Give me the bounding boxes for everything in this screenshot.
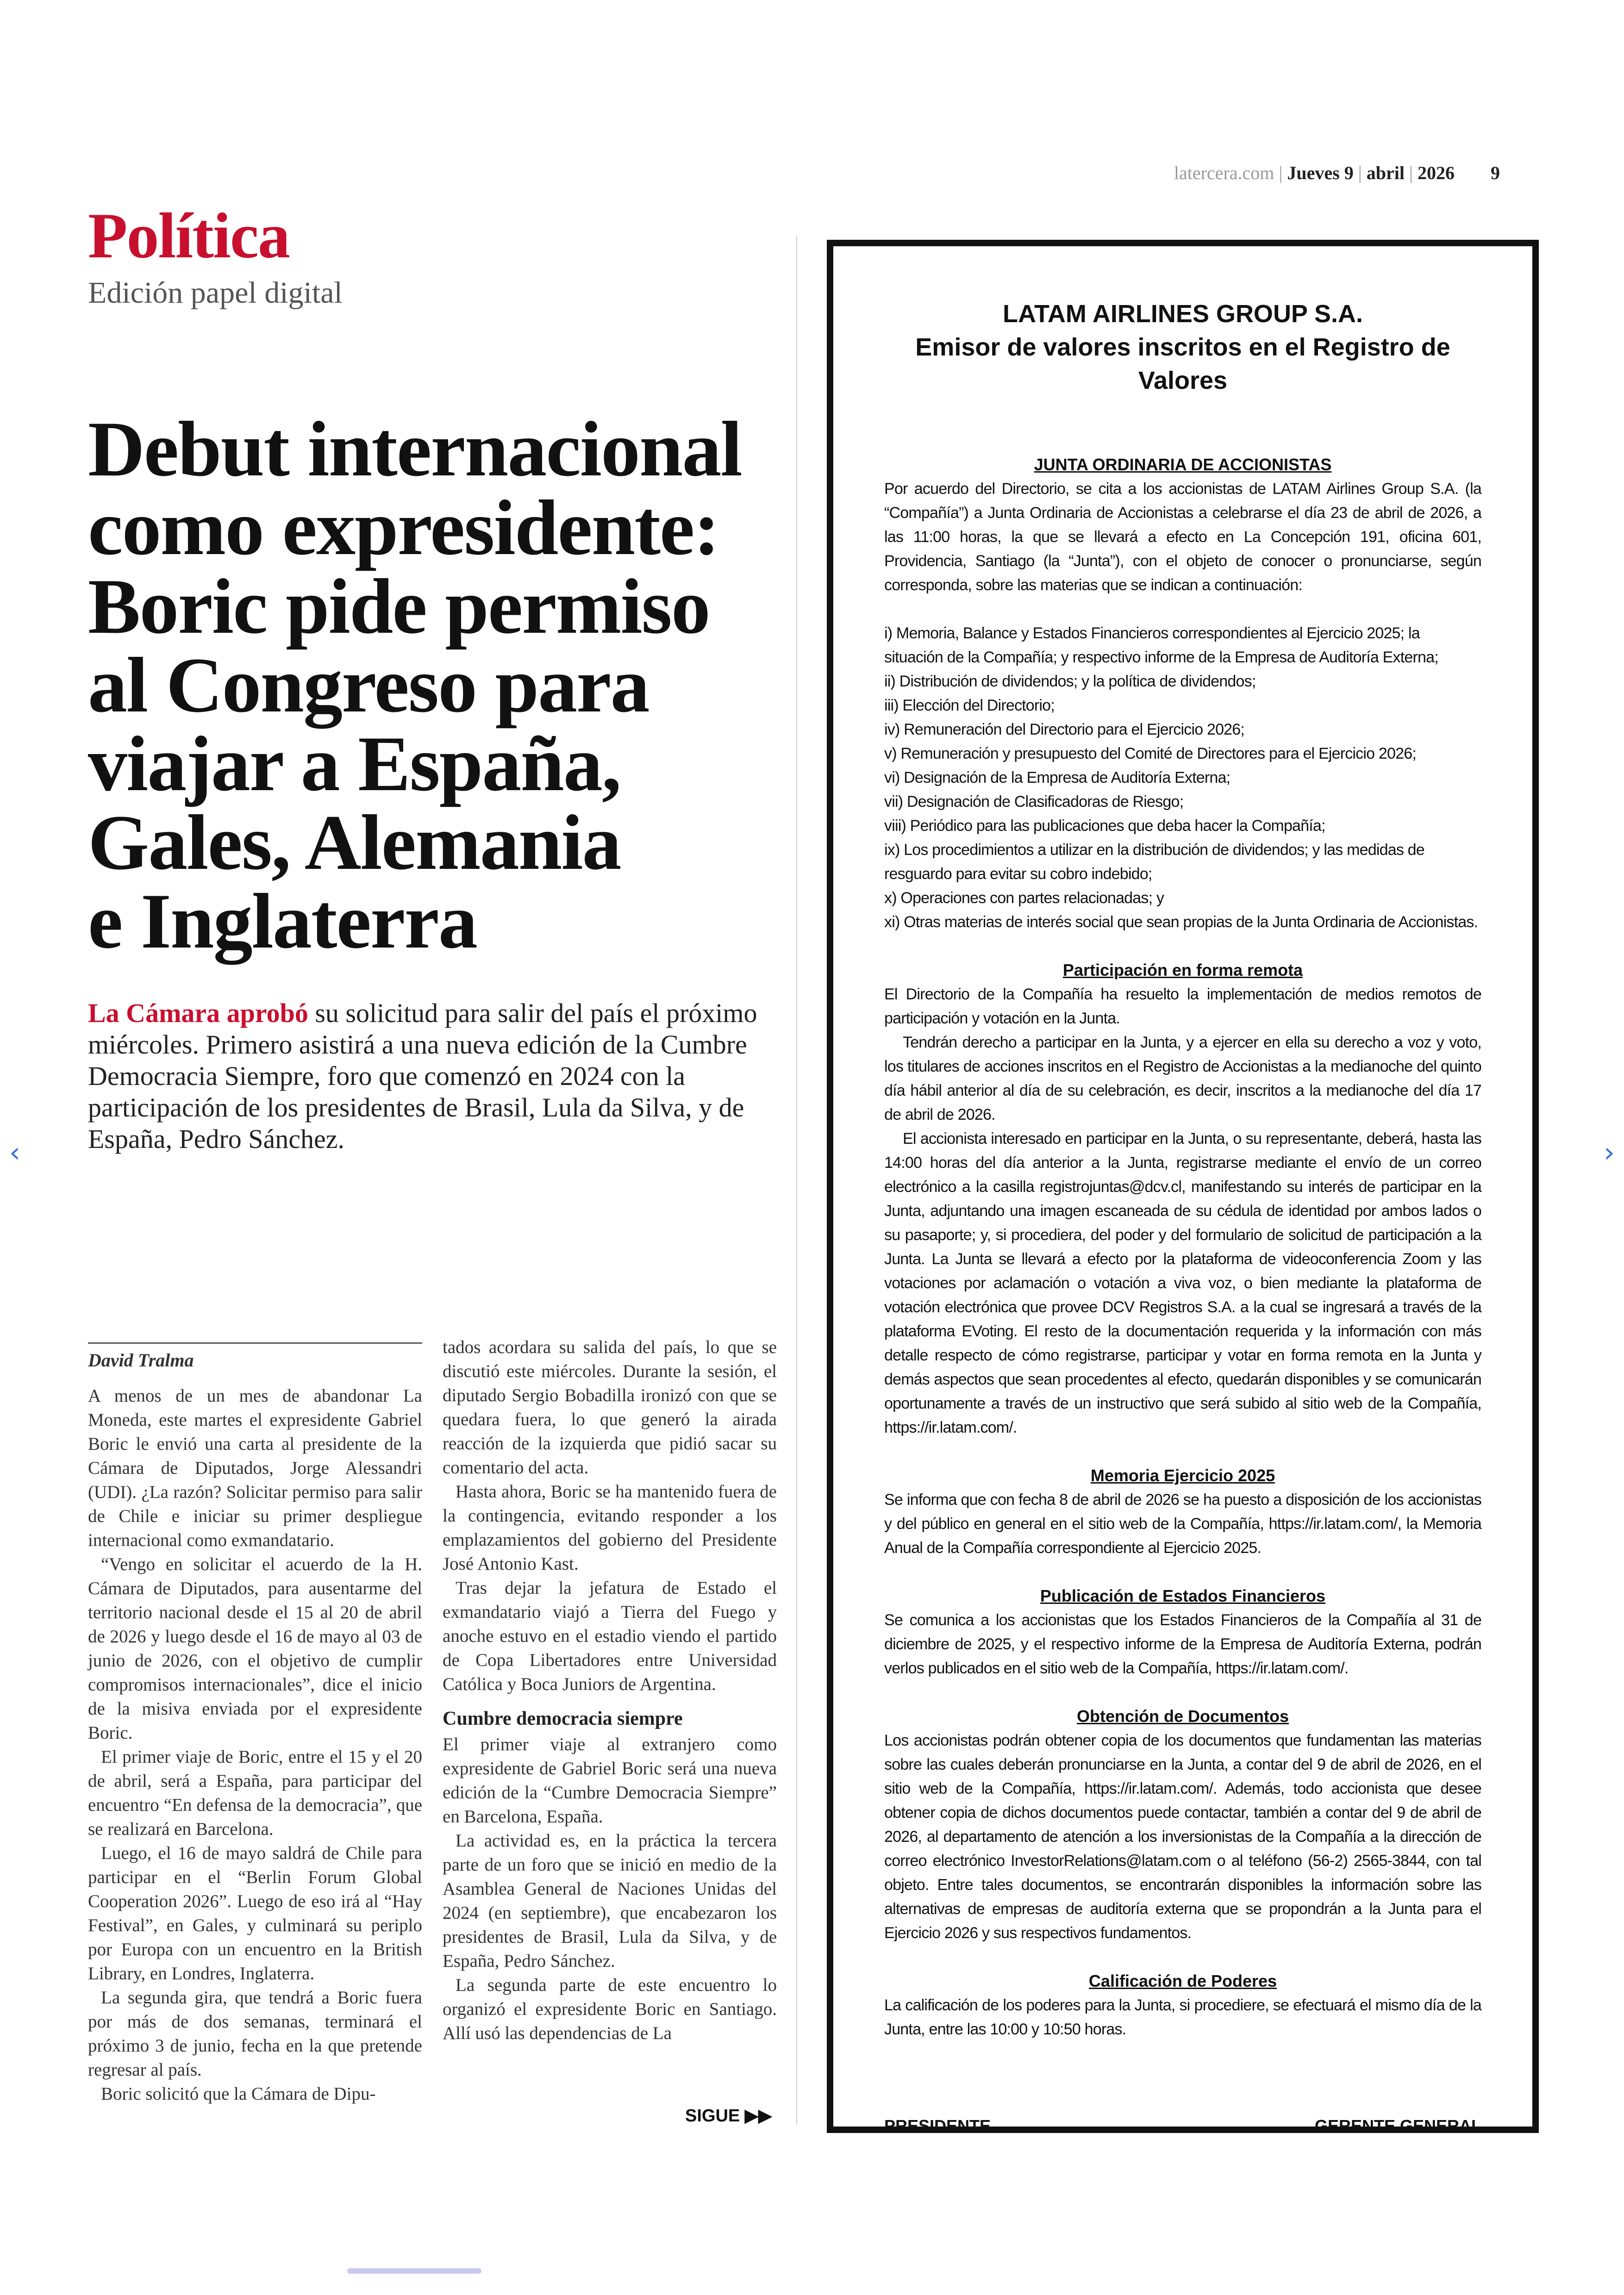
- agenda-item: vi) Designación de la Empresa de Auditoría Externa;: [884, 769, 1230, 786]
- paragraph: El primer viaje al extranjero como expresidente de Gabriel Boric será una nueva edición de la “Cumbre Democracia Siempre” en Barcelona, España.: [443, 1734, 777, 1827]
- notice-heading: Publicación de Estados Financieros: [1040, 1586, 1326, 1605]
- notice-heading: Calificación de Poderes: [1088, 1971, 1277, 1990]
- signature-gerente: GERENTE GENERAL: [1314, 2116, 1481, 2135]
- page-number: 9: [1491, 162, 1500, 183]
- agenda-item: ix) Los procedimientos a utilizar en la distribución de dividendos; y las medidas de resguardo para evitar su cobro indebido;: [884, 841, 1424, 883]
- byline: David Tralma: [88, 1342, 422, 1371]
- agenda-item: xi) Otras materias de interés social que sean propias de la Junta Ordinaria de Accionistas.: [884, 913, 1478, 931]
- site-name: latercera.com: [1174, 162, 1274, 183]
- agenda-item: ii) Distribución de dividendos; y la política de dividendos;: [884, 673, 1256, 690]
- agenda-item: x) Operaciones con partes relacionadas; y: [884, 889, 1164, 907]
- body-column-1: [88, 1384, 422, 2106]
- notice-heading: Memoria Ejercicio 2025: [1090, 1466, 1275, 1485]
- paragraph: A menos de un mes de abandonar La Moneda, este martes el expresidente Gabriel Boric le envió una carta al presidente de la Cámara de Diputados, Jorge Alessandri (UDI). ¿La razón? Solicitar permiso para salir de Chile e iniciar su primer despliegue internacional como exmandatario.: [88, 1386, 422, 1550]
- paragraph: Luego, el 16 de mayo saldrá de Chile para participar en el “Berlin Forum Global Cooperation 2026”. Luego de eso irá al “Hay Festival”, en Gales, y culminará su periplo por Europa con un encuentro en la British Library, en Londres, Inglaterra.: [88, 1843, 422, 1983]
- agenda-item: v) Remuneración y presupuesto del Comité de Directores para el Ejercicio 2026;: [884, 745, 1416, 762]
- body-column-2: [443, 1335, 777, 2046]
- agenda-item: viii) Periódico para las publicaciones que deba hacer la Compañía;: [884, 817, 1325, 835]
- headline-line: al Congreso para: [88, 642, 649, 729]
- date-month: abril: [1366, 162, 1405, 183]
- page-scrollbar[interactable]: [347, 2268, 481, 2274]
- notice-paragraph: El accionista interesado en participar en la Junta, o su representante, deberá, hasta las 14:00 horas del día anterior a la Junta, registrarse mediante el envío de un correo electrónico a la casilla registrojuntas@dcv.cl, manifestando su interés de participar en la Junta, adjuntando una imagen escaneada de su cédula de identidad por ambos lados o su pasaporte; y, si procediera, del poder y del formulario de solicitud de participación a la Junta. La Junta se llevará a efecto por la plataforma de videoconferencia Zoom y las votaciones por aclamación o votación a viva voz, o bien mediante la plataforma de votación electrónica que provee DCV Registros S.A. a la cual se ingresará a través de la plataforma EVoting. El resto de la documentación requerida y la información con más detalle respecto de cómo registrarse, participar y votar en forma remota en la Junta y demás aspectos que sean procedentes al efecto, quedarán disponibles y se comunicarán oportunamente a través de un instructivo que será subido al sitio web de la Compañía, https://ir.latam.com/.: [884, 1130, 1481, 1436]
- section-subtitle: Edición papel digital: [88, 276, 343, 310]
- headline-line: Debut internacional: [88, 405, 742, 493]
- article-lead: [88, 998, 787, 1155]
- headline-line: Gales, Alemania: [88, 799, 621, 886]
- prev-page-icon[interactable]: ‹: [9, 1136, 20, 1169]
- headline-line: Boric pide permiso: [88, 563, 710, 650]
- paragraph: La segunda gira, que tendrá a Boric fuera por más de dos semanas, terminará el próximo 3 de junio, fecha en la que pretende regresar al país.: [88, 1988, 422, 2080]
- agenda-item: i) Memoria, Balance y Estados Financieros correspondientes al Ejercicio 2025; la situación de la Compañía; y respectivo informe de la Empresa de Auditoría Externa;: [884, 624, 1438, 666]
- continue-link[interactable]: SIGUE ▶▶: [685, 2106, 772, 2126]
- notice-subtitle: Emisor de valores inscritos en el Registro de Valores: [915, 333, 1450, 394]
- notice-company: LATAM AIRLINES GROUP S.A.: [1002, 300, 1363, 328]
- legal-notice-box: [827, 240, 1539, 2133]
- notice-heading: Obtención de Documentos: [1076, 1707, 1289, 1726]
- date-weekday: Jueves 9: [1287, 162, 1354, 183]
- notice-paragraph: Se comunica a los accionistas que los Estados Financieros de la Compañía al 31 de diciembre de 2025, y el respectivo informe de la Empresa de Auditoría Externa, podrán verlos publicados en el sitio web de la Compañía, https://ir.latam.com/.: [884, 1611, 1481, 1677]
- notice-paragraph: El Directorio de la Compañía ha resuelto la implementación de medios remotos de participación y votación en la Junta.: [884, 985, 1481, 1027]
- subheading: Cumbre democracia siempre: [443, 1708, 683, 1729]
- next-page-icon[interactable]: ›: [1604, 1136, 1615, 1169]
- notice-paragraph: La calificación de los poderes para la Junta, si procediere, se efectuará el mismo día de la Junta, entre las 10:00 y 10:50 horas.: [884, 1996, 1481, 2038]
- paragraph: “Vengo en solicitar el acuerdo de la H. Cámara de Diputados, para ausentarme del territorio nacional desde el 15 al 20 de abril de 2026 y luego desde el 16 de mayo al 03 de junio de 2026, con el objetivo de cumplir compromisos internacionales”, dice el inicio de la misiva enviada por el expresidente Boric.: [88, 1554, 422, 1743]
- lead-highlight: La Cámara aprobó: [88, 998, 308, 1028]
- column-divider: [796, 236, 797, 2125]
- agenda-item: iii) Elección del Directorio;: [884, 697, 1055, 714]
- agenda-item: iv) Remuneración del Directorio para el Ejercicio 2026;: [884, 721, 1245, 738]
- paragraph: Hasta ahora, Boric se ha mantenido fuera de la contingencia, evitando responder a los emplazamientos del gobierno del Presidente José Antonio Kast.: [443, 1482, 777, 1574]
- paragraph: tados acordara su salida del país, lo que se discutió este miércoles. Durante la sesión, el diputado Sergio Bobadilla ironizó con que se quedara fuera, lo que generó la airada reacción de la izquierda que pidió sacar su comentario del acta.: [443, 1337, 777, 1478]
- signature-presidente: PRESIDENTE: [884, 2116, 991, 2135]
- notice-paragraph: Los accionistas podrán obtener copia de los documentos que fundamentan las materias sobre las cuales deberán pronunciarse en la Junta, a contar del 9 de abril de 2026, en el sitio web de la Compañía, https://ir.latam.com/. Además, todo accionista que desee obtener copia de dichos documentos puede contactar, también a contar del 9 de abril de 2026, al departamento de atención a los inversionistas de la Compañía a la dirección de correo electrónico InvestorRelations@latam.com o al teléfono (56-2) 2565-3844, con tal objeto. Entre tales documentos, se encontrarán disponibles la información sobre las alternativas de empresas de auditoría externa que se propondrán a la Junta para el Ejercicio 2026 y sus respectivos fundamentos.: [884, 1732, 1481, 1942]
- paragraph: El primer viaje de Boric, entre el 15 y el 20 de abril, será a España, para participar del encuentro “En defensa de la democracia”, que se realizará en Barcelona.: [88, 1747, 422, 1839]
- date-year: 2026: [1418, 162, 1455, 183]
- notice-heading: JUNTA ORDINARIA DE ACCIONISTAS: [1034, 455, 1332, 474]
- headline-line: e Inglaterra: [88, 878, 477, 965]
- paragraph: La actividad es, en la práctica la tercera parte de un foro que se inició en medio de la Asamblea General de Naciones Unidas del 2024 (en septiembre), que encabezaron los presidentes de Brasil, Lula da Silva, y de España, Pedro Sánchez.: [443, 1831, 777, 1971]
- headline-line: viajar a España,: [88, 720, 621, 807]
- lead-text: su solicitud para salir del país el próximo miércoles. Primero asistirá a una nueva edición de la Cumbre Democracia Siempre, foro que comenzó en 2024 con la participación de los presidentes de Brasil, Lula da Silva, y de España, Pedro Sánchez.: [88, 998, 757, 1154]
- paragraph: Tras dejar la jefatura de Estado el exmandatario viajó a Tierra del Fuego y anoche estuvo en el estadio viendo el partido de Copa Libertadores entre Universidad Católica y Boca Juniors de Argentina.: [443, 1578, 777, 1694]
- notice-paragraph: Por acuerdo del Directorio, se cita a los accionistas de LATAM Airlines Group S.A. (la “Compañía”) a Junta Ordinaria de Accionistas a celebrarse el día 23 de abril de 2026, a las 11:00 horas, la que se llevará a efecto en La Concepción 191, oficina 601, Providencia, Santiago (la “Junta”), con el objeto de conocer o pronunciarse, según corresponda, sobre las materias que se indican a continuación:: [884, 480, 1481, 594]
- agenda-list: [884, 621, 1481, 934]
- article-headline: [88, 405, 792, 965]
- notice-heading: Participación en forma remota: [1062, 960, 1303, 979]
- notice-paragraph: Tendrán derecho a participar en la Junta, y a ejercer en ella su derecho a voz y voto, los titulares de acciones inscritos en el Registro de Accionistas a la medianoche del quinto día hábil anterior al día de su celebración, es decir, inscritos a la medianoche del día 17 de abril de 2026.: [884, 1034, 1481, 1123]
- paragraph: Boric solicitó que la Cámara de Dipu-: [101, 2084, 376, 2104]
- headline-line: como expresidente:: [88, 484, 719, 571]
- paragraph: La segunda parte de este encuentro lo organizó el expresidente Boric en Santiago. Allí usó las dependencias de La: [443, 1975, 777, 2043]
- masthead: latercera.com | Jueves 9 | abril | 2026 9: [1174, 162, 1500, 183]
- agenda-item: vii) Designación de Clasificadoras de Riesgo;: [884, 793, 1184, 811]
- notice-paragraph: Se informa que con fecha 8 de abril de 2026 se ha puesto a disposición de los accionistas y del público en general en el sitio web de la Compañía, https://ir.latam.com/, la Memoria Anual de la Compañía correspondiente al Ejercicio 2025.: [884, 1491, 1481, 1557]
- section-title: Política: [88, 200, 289, 272]
